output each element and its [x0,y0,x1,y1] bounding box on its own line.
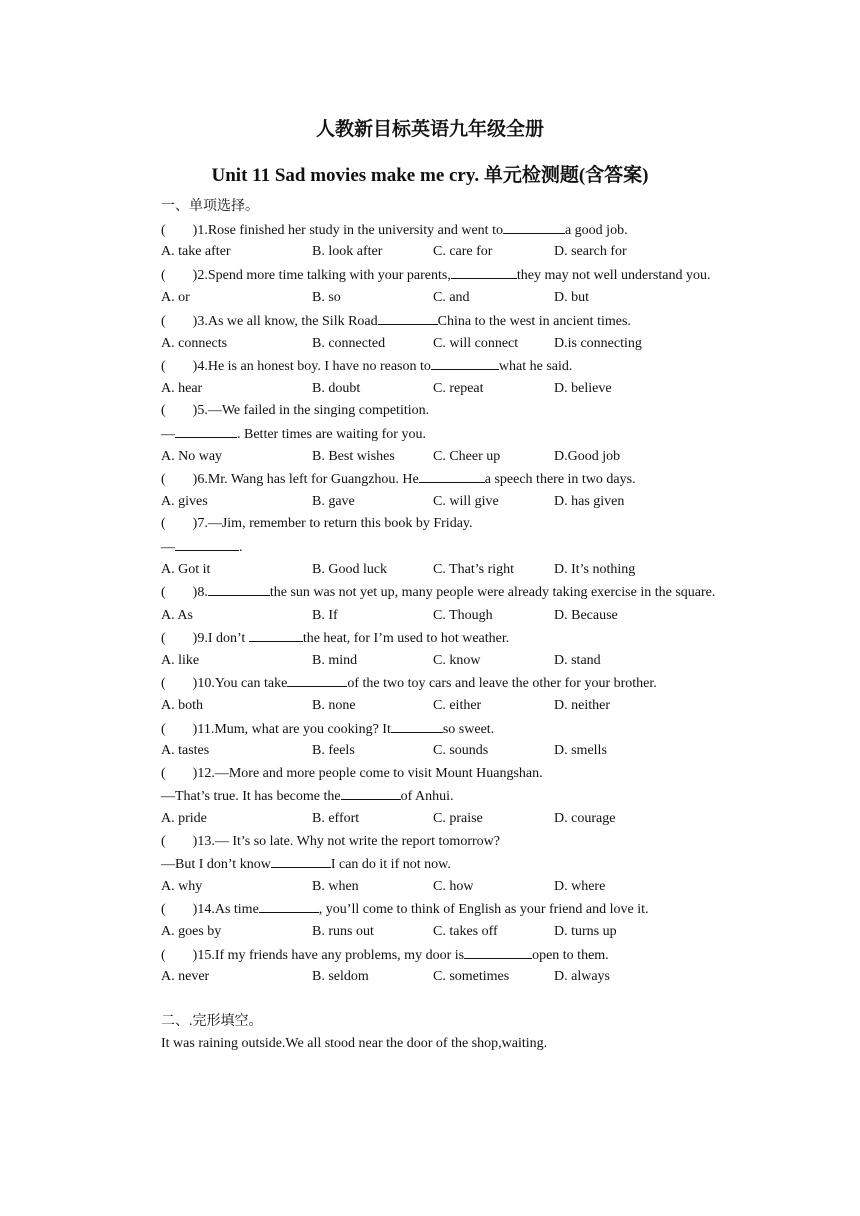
question-2: ( )2.Spend more time talking with your parents, they may not well understand you. [130,264,731,288]
question-10-options: A. both B. none C. either D. neither [161,698,610,714]
question-7-reply: — . [130,536,731,559]
question-2-options: A. or B. so C. and D. but [161,290,589,306]
answer-blank [175,536,239,551]
question-9: ( )9.I don’t the heat, for I’m used to hot weather. [130,627,731,650]
question-8-options: A. As B. If C. Though D. Because [161,607,618,623]
document-body [130,196,731,1056]
answer-blank [431,355,499,370]
answer-blank [378,310,438,325]
question-12-options: A. pride B. effort C. praise D. courage [161,811,616,827]
question-4: ( )4.He is an honest boy. I have no reason to what he said. [130,355,731,378]
answer-blank [391,718,443,733]
question-5: ( )5.—We failed in the singing competition. [161,403,430,419]
answer-blank [341,785,401,800]
answer-blank [175,423,237,438]
answer-blank [271,853,331,868]
question-1-options: A. take after B. look after C. care for D. search for [161,244,627,260]
section-heading-2: 二、.完形填空。 [161,1013,263,1029]
question-6-options: A. gives B. gave C. will give D. has given [161,493,625,509]
answer-blank [249,627,303,642]
question-14: ( )14.As time , you’ll come to think of English as your friend and love it. [130,898,731,921]
answer-blank [259,898,319,913]
answer-blank [451,264,517,279]
question-12-reply: —That’s true. It has become the of Anhui. [130,785,731,808]
answer-blank [287,672,347,687]
question-13-reply: —But I don’t know I can do it if not now. [130,853,731,876]
question-13: ( )13.— It’s so late. Why not write the report tomorrow? [161,833,500,849]
question-15-options: A. never B. seldom C. sometimes D. always [161,969,610,985]
question-15: ( )15.If my friends have any problems, my door is open to them. [130,944,731,967]
question-7-options: A. Got it B. Good luck C. That’s right D. It’s nothing [161,561,636,577]
answer-blank [419,468,485,483]
question-7: ( )7.—Jim, remember to return this book by Friday. [161,516,473,532]
question-3-options: A. connects B. connected C. will connect D.is connecting [161,335,642,351]
answer-blank [503,219,565,234]
cloze-passage: It was raining outside.We all stood near the door of the shop,waiting. [161,1036,548,1052]
question-13-options: A. why B. when C. how D. where [161,878,606,894]
question-12: ( )12.—More and more people come to visit Mount Huangshan. [161,765,543,781]
question-3: ( )3.As we all know, the Silk Road China to the west in ancient times. [130,310,731,333]
question-14-options: A. goes by B. runs out C. takes off D. turns up [161,924,617,939]
answer-blank [464,944,532,959]
question-11-options: A. tastes B. feels C. sounds D. smells [161,743,607,759]
question-11: ( )11.Mum, what are you cooking? It so sweet. [130,718,731,741]
question-5-reply: — . Better times are waiting for you. [130,423,731,446]
question-10: ( )10.You can take of the two toy cars and leave the other for your brother. [130,672,731,695]
question-6: ( )6.Mr. Wang has left for Guangzhou. He a speech there in two days. [130,468,731,491]
answer-blank [208,581,270,596]
question-9-options: A. like B. mind C. know D. stand [161,652,601,668]
question-5-options: A. No way B. Best wishes C. Cheer up D.Good job [161,448,621,464]
section-heading-1: 一、单项选择。 [161,199,259,214]
question-1: ( )1.Rose finished her study in the university and went to a good job. [130,219,731,242]
question-4-options: A. hear B. doubt C. repeat D. believe [161,380,612,396]
document-subtitle: Unit 11 Sad movies make me cry. 单元检测题(含答案) [211,165,649,186]
question-8: ( )8. the sun was not yet up, many people were already taking exercise in the square. [130,581,731,605]
document-title: 人教新目标英语九年级全册 [315,119,544,140]
